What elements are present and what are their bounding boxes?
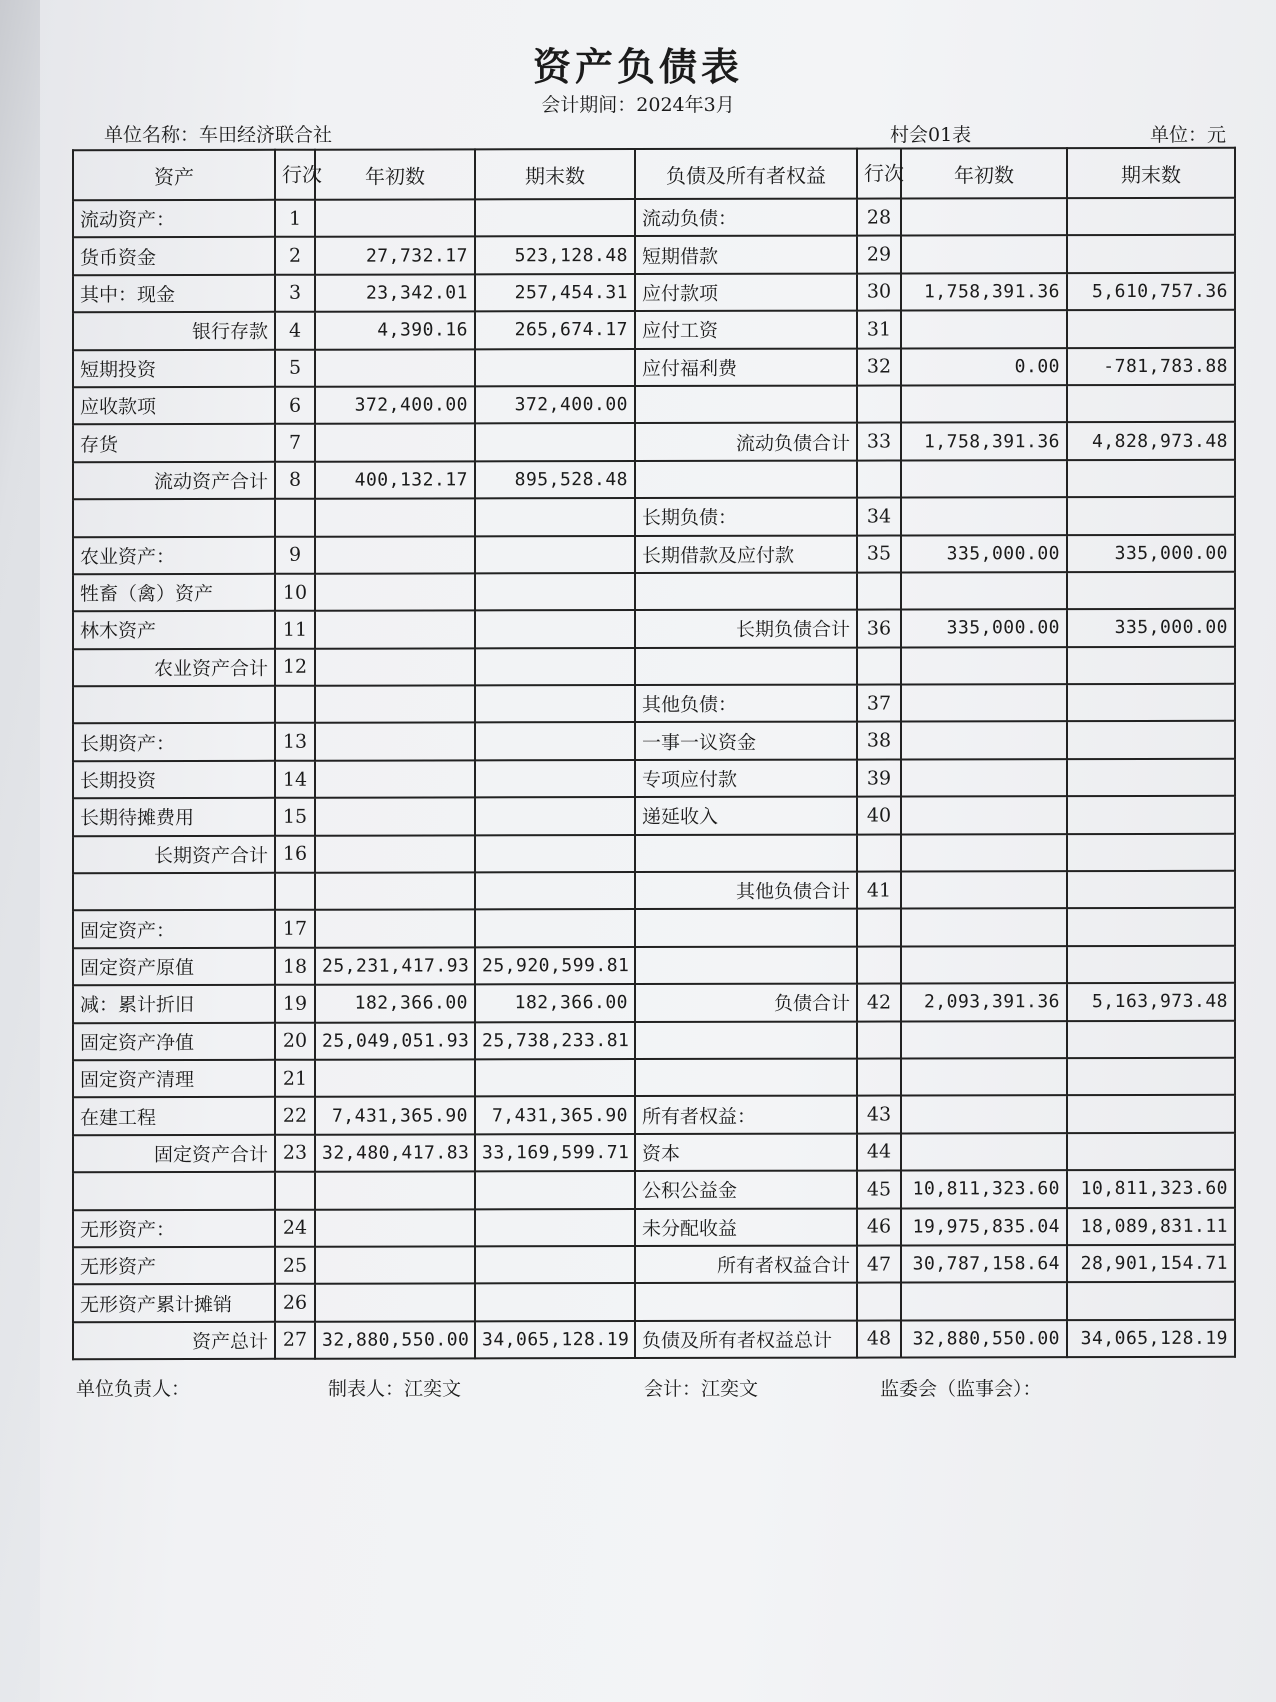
- liability-end-value: [1067, 1282, 1235, 1320]
- currency-unit: 单位：元: [1150, 124, 1227, 146]
- asset-label: 流动资产：: [73, 200, 275, 238]
- liability-label: 专项应付款: [635, 759, 857, 797]
- asset-line-no: 4: [275, 312, 315, 349]
- table-row: [73, 235, 1235, 275]
- liability-label: 长期负债合计: [635, 610, 857, 648]
- asset-line-no: 25: [275, 1247, 315, 1284]
- liability-line-no: 35: [857, 535, 901, 572]
- asset-label: 资产总计: [73, 1322, 275, 1360]
- asset-begin-value: 25,049,051.93: [315, 1022, 475, 1060]
- accounting-period: 会计期间：2024年3月: [541, 94, 735, 116]
- table-row: [73, 534, 1235, 574]
- table-row: [73, 908, 1235, 948]
- asset-end-value: [475, 723, 635, 761]
- liability-end-value: 335,000.00: [1067, 609, 1235, 647]
- liability-begin-value: [901, 796, 1067, 834]
- asset-end-value: [475, 349, 635, 387]
- asset-end-value: 523,128.48: [475, 236, 635, 274]
- asset-begin-value: 32,480,417.83: [315, 1134, 475, 1172]
- liability-begin-value: [901, 909, 1067, 947]
- asset-begin-value: [315, 611, 475, 649]
- liability-end-value: [1067, 721, 1235, 759]
- asset-begin-value: [315, 424, 475, 462]
- asset-end-value: [475, 872, 635, 910]
- liability-line-no: 30: [857, 273, 901, 310]
- liability-end-value: 5,610,757.36: [1067, 273, 1235, 311]
- liability-end-value: 28,901,154.71: [1067, 1245, 1235, 1283]
- liability-begin-value: [901, 946, 1067, 984]
- liability-label: [635, 834, 857, 872]
- asset-end-value: 372,400.00: [475, 386, 635, 424]
- table-row: [73, 871, 1235, 911]
- liability-label: 短期借款: [635, 236, 857, 274]
- table-row: [73, 1058, 1235, 1098]
- liability-label: 流动负债：: [635, 199, 857, 237]
- liability-line-no: [857, 1283, 901, 1320]
- asset-end-value: 34,065,128.19: [475, 1321, 635, 1359]
- liability-line-no: 46: [857, 1208, 901, 1245]
- table-row: [73, 946, 1235, 986]
- asset-end-value: 25,920,599.81: [475, 947, 635, 985]
- liability-begin-value: [901, 460, 1067, 498]
- liability-begin-value: 335,000.00: [901, 609, 1067, 647]
- asset-label: 固定资产原值: [73, 948, 275, 986]
- asset-line-no: 13: [275, 723, 315, 760]
- asset-begin-value: [315, 798, 475, 836]
- table-row: [73, 1133, 1235, 1173]
- liability-line-no: [857, 834, 901, 871]
- liability-end-value: 335,000.00: [1067, 534, 1235, 572]
- liability-begin-value: [901, 1096, 1067, 1134]
- liability-begin-value: [901, 572, 1067, 610]
- liability-end-value: [1067, 871, 1235, 909]
- asset-line-no: 27: [275, 1321, 315, 1358]
- table-row: [73, 385, 1235, 425]
- asset-line-no: 12: [275, 648, 315, 685]
- asset-line-no: [275, 686, 315, 723]
- asset-label: 林木资产: [73, 611, 275, 649]
- asset-label: 农业资产合计: [73, 648, 275, 686]
- asset-end-value: 182,366.00: [475, 984, 635, 1022]
- table-row: [73, 1207, 1235, 1247]
- liability-label: [635, 572, 857, 610]
- table-row: [73, 609, 1235, 649]
- asset-end-value: [475, 536, 635, 574]
- asset-line-no: 18: [275, 948, 315, 985]
- table-row: [73, 422, 1235, 462]
- asset-line-no: 11: [275, 611, 315, 648]
- liability-line-no: 28: [857, 198, 901, 235]
- liability-end-value: 5,163,973.48: [1067, 983, 1235, 1021]
- table-row: [73, 1020, 1235, 1060]
- table-row: [73, 1095, 1235, 1135]
- asset-end-value: [475, 1283, 635, 1321]
- asset-end-value: [475, 835, 635, 873]
- asset-begin-value: [315, 685, 475, 723]
- asset-begin-value: [315, 199, 475, 237]
- asset-label: [73, 1172, 275, 1210]
- asset-label: 牲畜（禽）资产: [73, 574, 275, 612]
- asset-begin-value: [315, 1059, 475, 1097]
- asset-line-no: 20: [275, 1022, 315, 1059]
- liability-end-value: [1067, 572, 1235, 610]
- liability-begin-value: [901, 834, 1067, 872]
- liability-begin-value: 10,811,323.60: [901, 1170, 1067, 1208]
- asset-begin-value: [315, 573, 475, 611]
- liability-begin-value: [901, 385, 1067, 423]
- table-row: [73, 273, 1235, 313]
- liability-label: 负债合计: [635, 984, 857, 1022]
- asset-line-no: [275, 1172, 315, 1209]
- liability-begin-value: [901, 236, 1067, 274]
- asset-label: 应收款项: [73, 387, 275, 425]
- liability-line-no: 36: [857, 610, 901, 647]
- unit-name: 单位名称：车田经济联合社: [104, 124, 333, 146]
- header-row: [73, 148, 1235, 200]
- asset-label: 固定资产清理: [73, 1060, 275, 1098]
- liability-label: 一事一议资金: [635, 722, 857, 760]
- liability-end-value: 34,065,128.19: [1067, 1320, 1235, 1358]
- footer-head: 单位负责人：: [76, 1378, 191, 1400]
- liability-label: [635, 909, 857, 947]
- liability-label: 其他负债合计: [635, 872, 857, 910]
- asset-begin-value: 27,732.17: [315, 237, 475, 275]
- asset-begin-value: [315, 498, 475, 536]
- asset-end-value: [475, 1246, 635, 1284]
- liability-end-value: -781,783.88: [1067, 347, 1235, 385]
- liability-label: 流动负债合计: [635, 423, 857, 461]
- table-row: [73, 833, 1235, 873]
- footer-preparer: 制表人：江奕文: [328, 1378, 462, 1400]
- asset-label: 长期资产：: [73, 723, 275, 761]
- liability-end-value: [1067, 1058, 1235, 1096]
- asset-end-value: [475, 760, 635, 798]
- liability-begin-value: [901, 647, 1067, 685]
- asset-begin-value: 400,132.17: [315, 461, 475, 499]
- table-row: [73, 497, 1235, 537]
- asset-begin-value: [315, 1172, 475, 1210]
- asset-label: 短期投资: [73, 349, 275, 387]
- asset-label: [73, 686, 275, 724]
- asset-end-value: [475, 610, 635, 648]
- asset-end-value: 7,431,365.90: [475, 1096, 635, 1134]
- liability-label: [635, 1283, 857, 1321]
- liability-line-no: [857, 946, 901, 983]
- asset-end-value: [475, 1171, 635, 1209]
- asset-begin-value: [315, 835, 475, 873]
- col-end-2: 期末数: [1067, 148, 1235, 198]
- liability-end-value: [1067, 497, 1235, 535]
- asset-line-no: 9: [275, 536, 315, 573]
- liability-line-no: 43: [857, 1096, 901, 1133]
- asset-label: 长期投资: [73, 761, 275, 799]
- liability-line-no: 42: [857, 984, 901, 1021]
- liability-end-value: [1067, 946, 1235, 984]
- col-asset: 资产: [73, 150, 275, 200]
- liability-line-no: 39: [857, 759, 901, 796]
- liability-label: [635, 460, 857, 498]
- asset-begin-value: 7,431,365.90: [315, 1097, 475, 1135]
- liability-end-value: [1067, 385, 1235, 423]
- liability-begin-value: [901, 684, 1067, 722]
- liability-begin-value: 0.00: [901, 348, 1067, 386]
- liability-end-value: 10,811,323.60: [1067, 1170, 1235, 1208]
- asset-end-value: 33,169,599.71: [475, 1134, 635, 1172]
- liability-begin-value: [901, 1133, 1067, 1171]
- asset-label: 货币资金: [73, 237, 275, 275]
- liability-label: [635, 647, 857, 685]
- asset-line-no: 23: [275, 1134, 315, 1171]
- liability-begin-value: 19,975,835.04: [901, 1208, 1067, 1246]
- asset-line-no: 3: [275, 274, 315, 311]
- form-number: 村会01表: [890, 124, 972, 146]
- table-row: [73, 684, 1235, 724]
- asset-label: 固定资产净值: [73, 1022, 275, 1060]
- asset-line-no: 17: [275, 910, 315, 947]
- asset-label: 流动资产合计: [73, 462, 275, 500]
- liability-label: [635, 946, 857, 984]
- asset-label: 无形资产累计摊销: [73, 1284, 275, 1322]
- liability-begin-value: [901, 310, 1067, 348]
- asset-begin-value: [315, 648, 475, 686]
- table-row: [73, 1245, 1235, 1285]
- table-row: [73, 310, 1235, 350]
- asset-line-no: 7: [275, 424, 315, 461]
- col-begin: 年初数: [315, 149, 475, 199]
- liability-end-value: [1067, 1020, 1235, 1058]
- asset-begin-value: 25,231,417.93: [315, 947, 475, 985]
- asset-line-no: [275, 873, 315, 910]
- liability-label: 公积公益金: [635, 1171, 857, 1209]
- table-row: [73, 198, 1235, 238]
- asset-end-value: [475, 498, 635, 536]
- asset-line-no: 15: [275, 798, 315, 835]
- asset-label: 无形资产：: [73, 1209, 275, 1247]
- asset-line-no: 2: [275, 237, 315, 274]
- liability-begin-value: [901, 722, 1067, 760]
- asset-end-value: [475, 648, 635, 686]
- liability-line-no: 29: [857, 236, 901, 273]
- footer-supervisor: 监委会（监事会）：: [880, 1378, 1042, 1400]
- liability-end-value: 18,089,831.11: [1067, 1207, 1235, 1245]
- asset-end-value: [475, 1059, 635, 1097]
- liability-end-value: [1067, 1095, 1235, 1133]
- liability-line-no: 41: [857, 872, 901, 909]
- footer-accountant: 会计：江奕文: [644, 1378, 759, 1400]
- table-row: [73, 1170, 1235, 1210]
- asset-end-value: 25,738,233.81: [475, 1022, 635, 1060]
- liability-end-value: [1067, 235, 1235, 273]
- liability-label: 长期借款及应付款: [635, 535, 857, 573]
- liability-line-no: 47: [857, 1245, 901, 1282]
- col-end: 期末数: [475, 149, 635, 199]
- liability-begin-value: 2,093,391.36: [901, 983, 1067, 1021]
- liability-label: [635, 1021, 857, 1059]
- col-line-2: 行次: [857, 148, 901, 198]
- asset-end-value: [475, 573, 635, 611]
- liability-line-no: 48: [857, 1320, 901, 1357]
- liability-begin-value: [901, 759, 1067, 797]
- asset-begin-value: 32,880,550.00: [315, 1321, 475, 1359]
- balance-sheet-table: [72, 147, 1236, 1361]
- asset-begin-value: [315, 910, 475, 948]
- liability-end-value: 4,828,973.48: [1067, 422, 1235, 460]
- asset-begin-value: [315, 536, 475, 574]
- liability-begin-value: [901, 871, 1067, 909]
- liability-line-no: [857, 385, 901, 422]
- liability-begin-value: 32,880,550.00: [901, 1320, 1067, 1358]
- asset-label: 在建工程: [73, 1097, 275, 1135]
- liability-line-no: [857, 572, 901, 609]
- liability-line-no: [857, 1021, 901, 1058]
- asset-end-value: 257,454.31: [475, 274, 635, 312]
- asset-begin-value: 4,390.16: [315, 312, 475, 350]
- liability-end-value: [1067, 759, 1235, 797]
- asset-end-value: 265,674.17: [475, 311, 635, 349]
- asset-begin-value: [315, 760, 475, 798]
- liability-line-no: 44: [857, 1133, 901, 1170]
- liability-begin-value: [901, 1282, 1067, 1320]
- asset-label: 农业资产：: [73, 536, 275, 574]
- asset-label: 减：累计折旧: [73, 985, 275, 1023]
- liability-end-value: [1067, 833, 1235, 871]
- liability-label: 负债及所有者权益总计: [635, 1320, 857, 1358]
- liability-end-value: [1067, 684, 1235, 722]
- liability-line-no: 40: [857, 797, 901, 834]
- asset-label: 固定资产：: [73, 910, 275, 948]
- asset-begin-value: 23,342.01: [315, 274, 475, 312]
- asset-line-no: 22: [275, 1097, 315, 1134]
- asset-begin-value: 372,400.00: [315, 386, 475, 424]
- asset-begin-value: [315, 1284, 475, 1322]
- liability-label: 递延收入: [635, 797, 857, 835]
- liability-line-no: 37: [857, 685, 901, 722]
- liability-line-no: 45: [857, 1171, 901, 1208]
- liability-end-value: [1067, 198, 1235, 236]
- liability-label: 长期负债：: [635, 498, 857, 536]
- asset-line-no: 14: [275, 761, 315, 798]
- liability-end-value: [1067, 310, 1235, 348]
- asset-label: 无形资产: [73, 1247, 275, 1285]
- liability-begin-value: [901, 1058, 1067, 1096]
- liability-begin-value: 335,000.00: [901, 535, 1067, 573]
- col-begin-2: 年初数: [901, 148, 1067, 198]
- asset-begin-value: [315, 1209, 475, 1247]
- liability-begin-value: 1,758,391.36: [901, 422, 1067, 460]
- liability-label: 其他负债：: [635, 685, 857, 723]
- asset-end-value: [475, 199, 635, 237]
- page-title: 资产负债表: [532, 44, 743, 89]
- asset-end-value: [475, 1209, 635, 1247]
- asset-line-no: 19: [275, 985, 315, 1022]
- liability-label: 所有者权益合计: [635, 1246, 857, 1284]
- table-row: [73, 572, 1235, 612]
- liability-line-no: [857, 1058, 901, 1095]
- asset-label: [73, 873, 275, 911]
- asset-line-no: 16: [275, 835, 315, 872]
- asset-begin-value: [315, 872, 475, 910]
- liability-label: 应付福利费: [635, 348, 857, 386]
- liability-label: 应付工资: [635, 311, 857, 349]
- asset-begin-value: 182,366.00: [315, 985, 475, 1023]
- asset-line-no: 8: [275, 461, 315, 498]
- liability-line-no: [857, 647, 901, 684]
- asset-begin-value: [315, 723, 475, 761]
- asset-line-no: 1: [275, 200, 315, 237]
- table-row: [73, 1320, 1235, 1360]
- liability-end-value: [1067, 796, 1235, 834]
- liability-label: 资本: [635, 1133, 857, 1171]
- liability-line-no: 31: [857, 311, 901, 348]
- asset-line-no: 5: [275, 349, 315, 386]
- liability-label: 应付款项: [635, 273, 857, 311]
- asset-line-no: 24: [275, 1209, 315, 1246]
- col-liability: 负债及所有者权益: [635, 149, 857, 199]
- liability-begin-value: [901, 198, 1067, 236]
- table-row: [73, 1282, 1235, 1322]
- liability-label: 所有者权益：: [635, 1096, 857, 1134]
- asset-end-value: 895,528.48: [475, 461, 635, 499]
- table-row: [73, 347, 1235, 387]
- liability-line-no: 33: [857, 423, 901, 460]
- liability-end-value: [1067, 908, 1235, 946]
- asset-line-no: 21: [275, 1060, 315, 1097]
- asset-label: [73, 499, 275, 537]
- liability-begin-value: [901, 1021, 1067, 1059]
- asset-line-no: 26: [275, 1284, 315, 1321]
- liability-line-no: 34: [857, 498, 901, 535]
- asset-line-no: [275, 499, 315, 536]
- liability-label: 未分配收益: [635, 1208, 857, 1246]
- table-row: [73, 721, 1235, 761]
- asset-label: 银行存款: [73, 312, 275, 350]
- liability-end-value: [1067, 1133, 1235, 1171]
- asset-label: 长期待摊费用: [73, 798, 275, 836]
- table-row: [73, 646, 1235, 686]
- liability-label: [635, 386, 857, 424]
- table-row: [73, 796, 1235, 836]
- liability-line-no: 38: [857, 722, 901, 759]
- asset-label: 其中：现金: [73, 275, 275, 313]
- liability-begin-value: 1,758,391.36: [901, 273, 1067, 311]
- table-row: [73, 460, 1235, 500]
- col-line: 行次: [275, 150, 315, 200]
- table-row: [73, 759, 1235, 799]
- asset-end-value: [475, 797, 635, 835]
- asset-line-no: 10: [275, 574, 315, 611]
- asset-label: 长期资产合计: [73, 835, 275, 873]
- asset-begin-value: [315, 349, 475, 387]
- asset-end-value: [475, 909, 635, 947]
- liability-line-no: [857, 460, 901, 497]
- asset-begin-value: [315, 1246, 475, 1284]
- asset-end-value: [475, 423, 635, 461]
- liability-line-no: [857, 909, 901, 946]
- asset-line-no: 6: [275, 387, 315, 424]
- table-row: [73, 983, 1235, 1023]
- asset-end-value: [475, 685, 635, 723]
- liability-begin-value: [901, 497, 1067, 535]
- asset-label: 固定资产合计: [73, 1135, 275, 1173]
- asset-label: 存货: [73, 424, 275, 462]
- liability-begin-value: 30,787,158.64: [901, 1245, 1067, 1283]
- liability-line-no: 32: [857, 348, 901, 385]
- liability-end-value: [1067, 646, 1235, 684]
- liability-label: [635, 1059, 857, 1097]
- liability-end-value: [1067, 460, 1235, 498]
